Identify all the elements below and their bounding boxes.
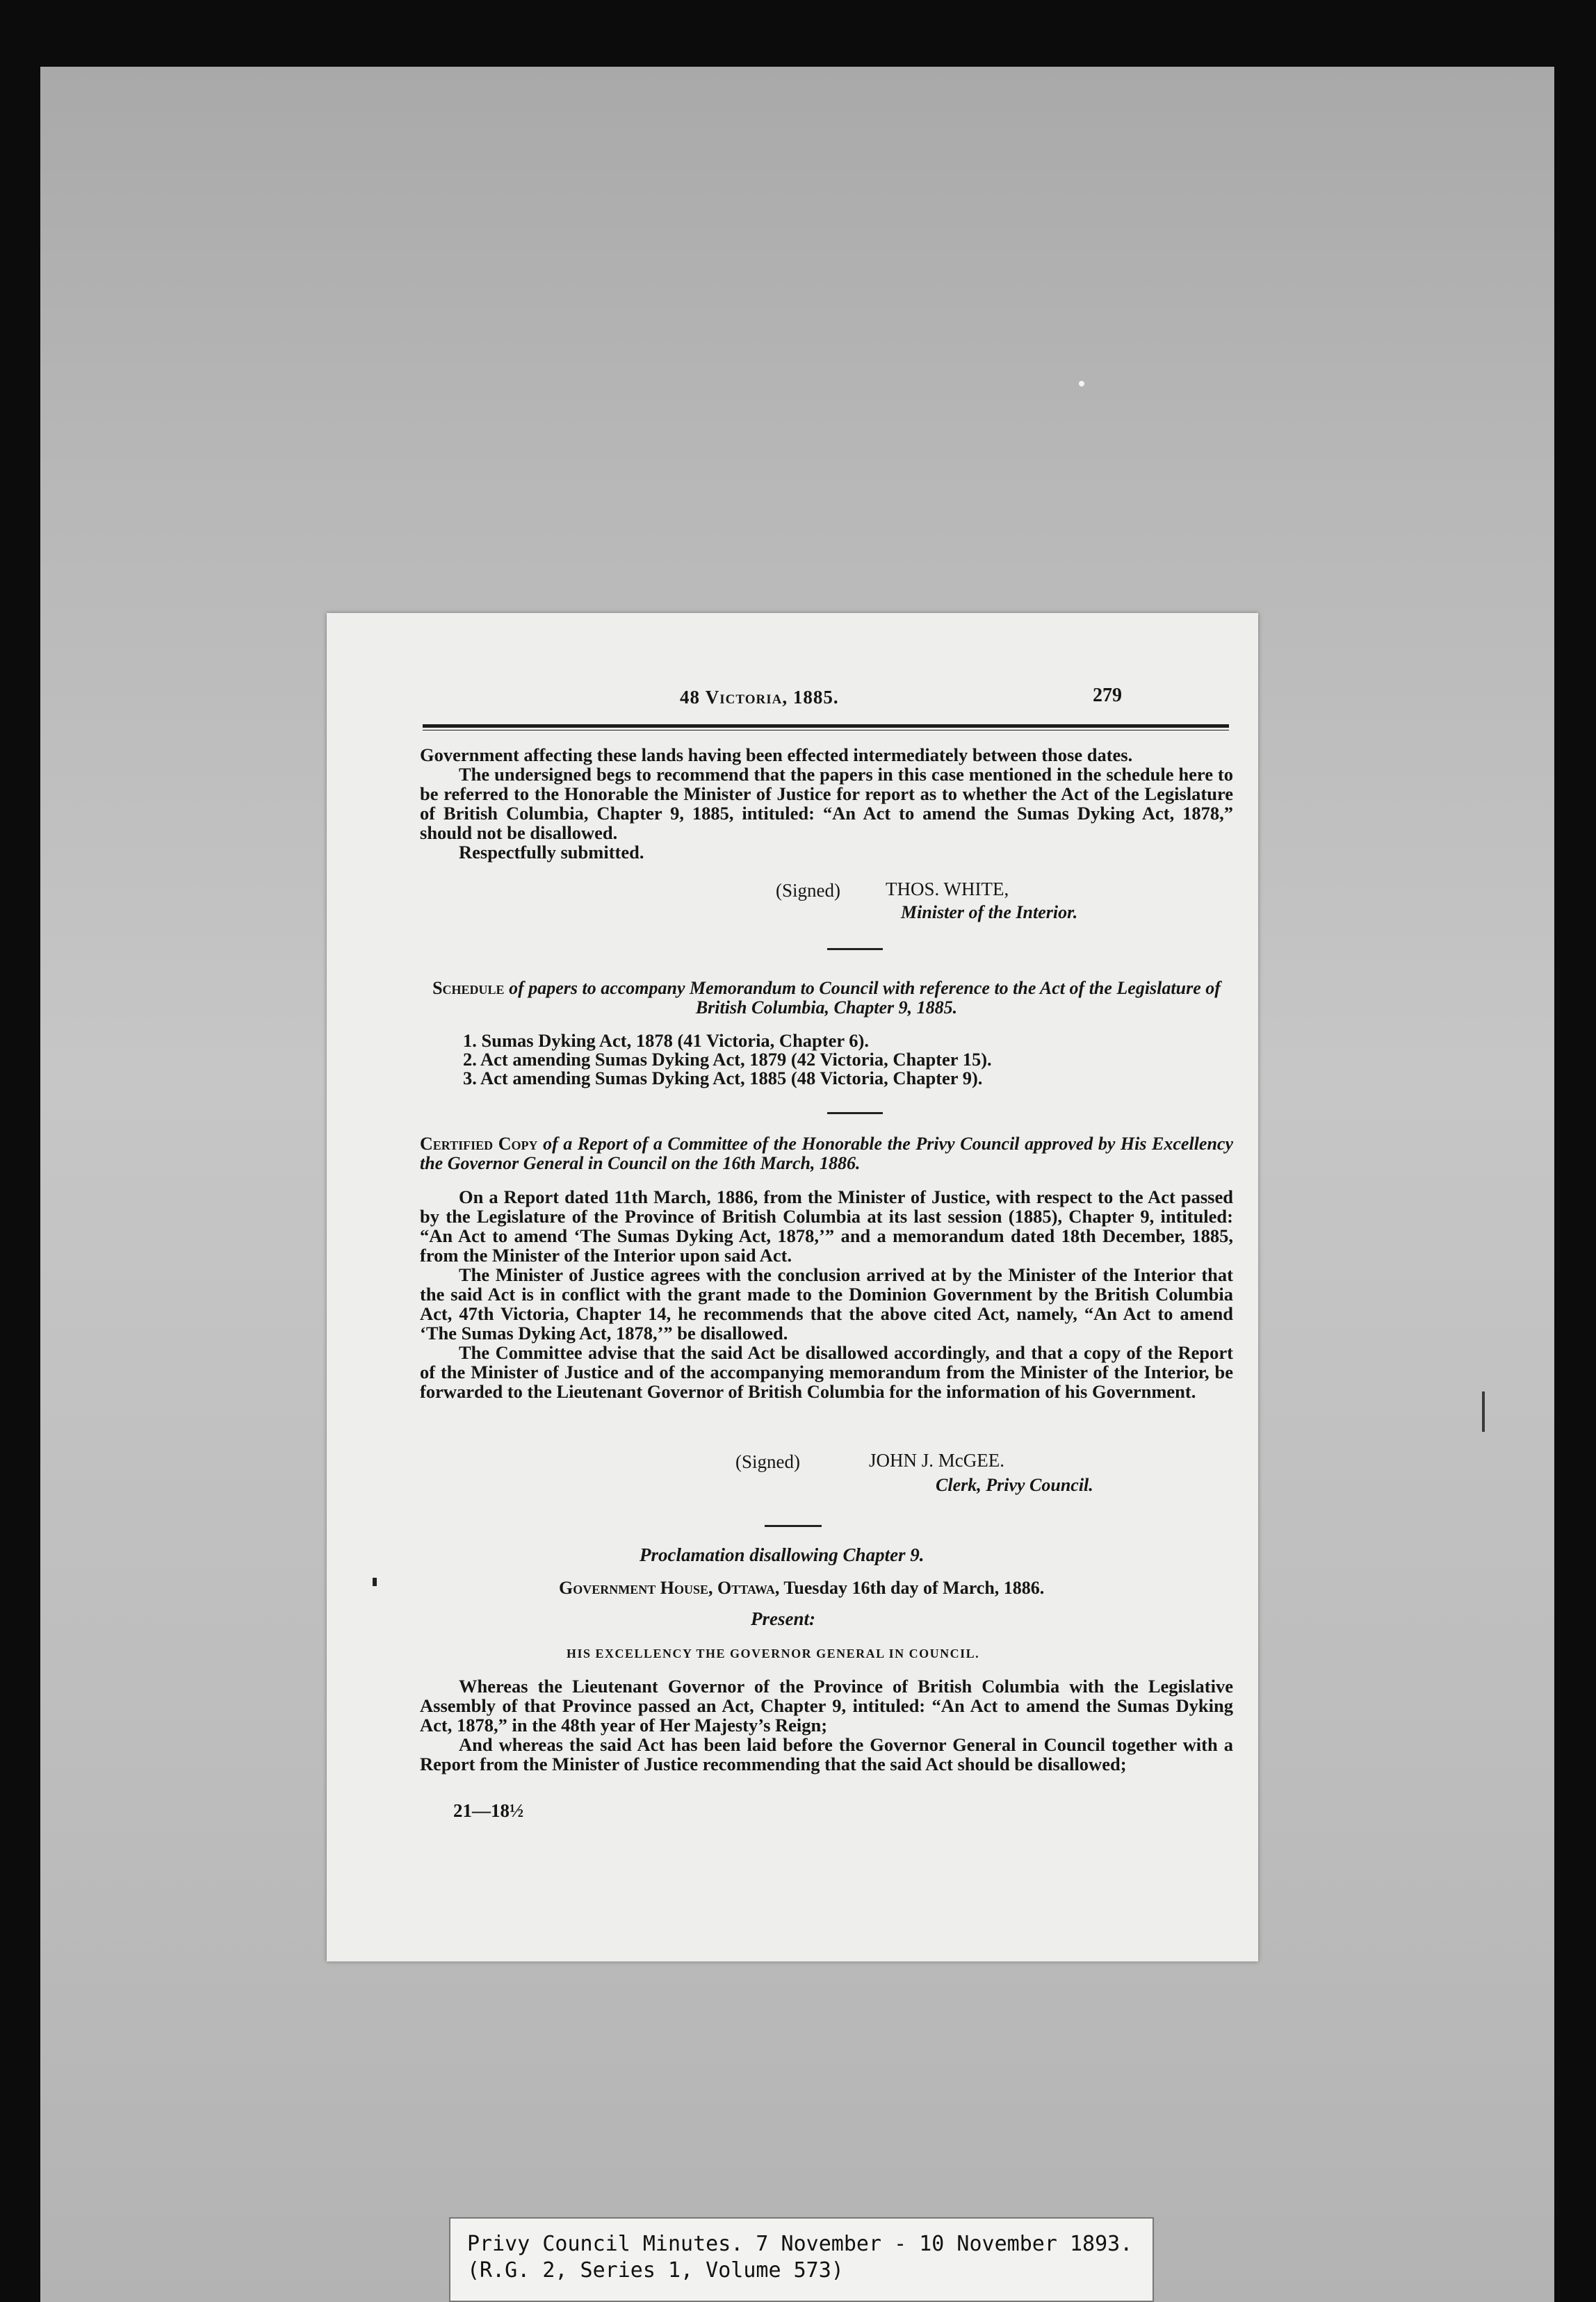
proclamation-body	[420, 1676, 1233, 1774]
film-speck	[373, 1578, 377, 1586]
archive-label	[449, 2217, 1154, 2302]
certified-paragraph-1: On a Report dated 11th March, 1886, from the Minister of Justice, with respect to the Act passed by the Legislature of the Province of British Columbia at its last session (1885), Chapter 9, intituled: “An Act to amend ‘The Sumas Dyking Act, 1878,’” and a memorandum dated 18th December, 1885, from the Minister of the Interior upon said Act.	[420, 1186, 1233, 1266]
certified-heading: Certified Copy of a Report of a Committee of the Honorable the Privy Council approved by His Excellency the Governor General in Council on the 16th March, 1886.	[420, 1134, 1234, 1173]
schedule-item: 2. Act amending Sumas Dyking Act, 1879 (42 Victoria, Chapter 15).	[463, 1049, 992, 1070]
signature-mark: 21—18½	[453, 1800, 524, 1821]
proclamation-present: Present:	[751, 1608, 815, 1629]
schedule-heading: Schedule of papers to accompany Memorandum to Council with reference to the Act of the Legislature of British Columbia, Chapter 9, 1885.	[432, 978, 1221, 1018]
document-page	[327, 613, 1258, 1961]
schedule-item: 1. Sumas Dyking Act, 1878 (41 Victoria, Chapter 6).	[463, 1030, 869, 1051]
memo-signer-title: Minister of the Interior.	[901, 902, 1078, 922]
proclamation-paragraph-2: And whereas the said Act has been laid before the Governor General in Council together with a Report from the Minister of Justice recommending that the said Act should be disallowed;	[420, 1734, 1233, 1774]
section-divider	[765, 1525, 822, 1527]
archive-label-line-1: Privy Council Minutes. 7 November - 10 November 1893.	[467, 2232, 1133, 2256]
archive-label-line-2: (R.G. 2, Series 1, Volume 573)	[467, 2258, 844, 2283]
memo-section	[420, 745, 1233, 862]
header-rule	[423, 724, 1229, 728]
proclamation-dateline: Government House, Ottawa, Tuesday 16th day of March, 1886.	[559, 1578, 1045, 1598]
memo-recommend-paragraph: The undersigned begs to recommend that the papers in this case mentioned in the schedule here to be referred to the Honorable the Minister of Justice for report as to whether the Act of the Legislature of British Columbia, Chapter 9, 1885, intituled: “An Act to amend the Sumas Dyking Act, 1878,” should not be disallowed.	[420, 764, 1233, 843]
certified-signer: JOHN J. McGEE.	[869, 1450, 1004, 1471]
certified-body	[420, 1187, 1233, 1401]
certified-signed-label: (Signed)	[735, 1451, 800, 1472]
certified-paragraph-3: The Committee advise that the said Act be disallowed accordingly, and that a copy of the Report of the Minister of Justice and of the accompanying memorandum from the Minister of the Interior, be forwarded to the Lieutenant Governor of British Columbia for the information of his Government.	[420, 1342, 1233, 1402]
memo-signed-label: (Signed)	[776, 880, 840, 901]
proclamation-paragraph-1: Whereas the Lieutenant Governor of the Province of British Columbia with the Legislative Assembly of that Province passed an Act, Chapter 9, intituled: “An Act to amend the Sumas Dyking Act, 1878,” in the 48th year of Her Majesty’s Reign;	[420, 1676, 1233, 1736]
certified-signer-title: Clerk, Privy Council.	[936, 1475, 1093, 1495]
page-number: 279	[1093, 685, 1122, 706]
section-divider	[827, 948, 883, 950]
section-divider	[827, 1112, 883, 1114]
certified-paragraph-2: The Minister of Justice agrees with the conclusion arrived at by the Minister of the Interior that the said Act is in conflict with the grant made to the Dominion Government by the British Columbia Act, 47th Victoria, Chapter 14, he recommends that the above cited Act, namely, “An Act to amend ‘The Sumas Dyking Act, 1878,’” be disallowed.	[420, 1264, 1233, 1344]
memo-closing: Respectfully submitted.	[459, 842, 644, 863]
film-speck	[1079, 381, 1084, 386]
proclamation-presence: HIS EXCELLENCY THE GOVERNOR GENERAL IN COUNCIL.	[567, 1647, 980, 1660]
running-title: 48 Victoria, 1885.	[680, 687, 839, 708]
memo-signer: THOS. WHITE,	[886, 879, 1009, 899]
film-scratch	[1482, 1391, 1485, 1432]
proclamation-title: Proclamation disallowing Chapter 9.	[640, 1544, 925, 1565]
memo-continued-line: Government affecting these lands having been effected intermediately between those dates.	[420, 744, 1133, 765]
schedule-list	[463, 1031, 1158, 1088]
schedule-item: 3. Act amending Sumas Dyking Act, 1885 (48 Victoria, Chapter 9).	[463, 1068, 983, 1088]
